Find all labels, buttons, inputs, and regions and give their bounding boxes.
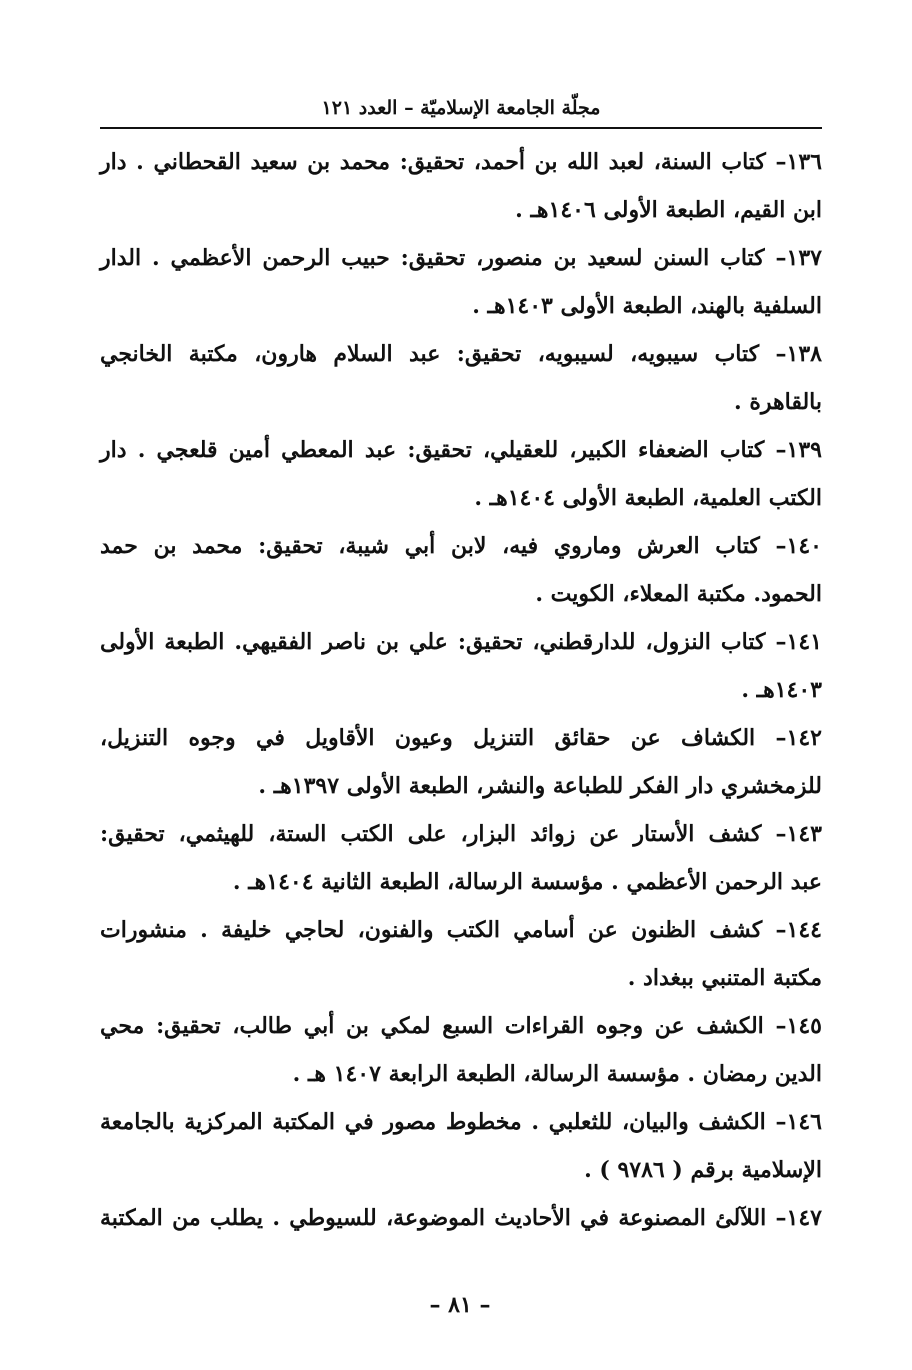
entry-text: كشف الظنون عن أسامي الكتب والفنون، لحاجي خليفة . منشورات xyxy=(100,917,763,943)
header-divider xyxy=(100,127,822,129)
entry-text: كشف الأستار عن زوائد البزار، على الكتب الستة، للهيثمي، تحقيق: xyxy=(100,821,762,847)
page-number: – ٨١ – xyxy=(429,1292,491,1318)
entry-dash: – xyxy=(765,629,787,655)
entry-dash: – xyxy=(764,437,787,463)
entry-first-line xyxy=(100,1196,822,1240)
bibliography-entry-144 xyxy=(100,908,822,1004)
entry-dash: – xyxy=(759,533,787,559)
entry-dash: – xyxy=(764,245,787,271)
journal-header: مجلّة الجامعة الإسلاميّة – العدد ١٢١ xyxy=(321,97,601,119)
entry-text: كتاب سيبويه، لسيبويه، تحقيق: عبد السلام هارون، مكتبة الخانجي xyxy=(100,341,760,367)
bibliography-entry-147 xyxy=(100,1196,822,1292)
entry-number: ١٤٧ xyxy=(786,1205,822,1231)
entry-dash: – xyxy=(765,1109,787,1135)
entry-number: ١٤٢ xyxy=(786,725,822,751)
entry-number: ١٤٠ xyxy=(786,533,822,559)
entry-number: ١٤١ xyxy=(786,629,822,655)
bibliography-list xyxy=(100,140,822,1292)
bibliography-entry-143 xyxy=(100,812,822,908)
bibliography-entry-142 xyxy=(100,716,822,812)
entry-number: ١٤٣ xyxy=(786,821,822,847)
entry-dash: – xyxy=(762,917,787,943)
bibliography-entry-146 xyxy=(100,1100,822,1196)
entry-first-line xyxy=(100,812,822,856)
entry-text: كتاب النزول، للدارقطني، تحقيق: علي بن ناصر الفقيهي. الطبعة الأولى xyxy=(100,629,766,655)
entry-first-line xyxy=(100,524,822,568)
entry-dash: – xyxy=(763,1013,787,1039)
entry-second-line: الحمود. مكتبة المعلاء، الكويت . xyxy=(535,581,822,607)
entry-second-line: مكتبة المتنبي ببغداد . xyxy=(627,965,822,991)
entry-text: الكشف والبيان، للثعلبي . مخطوط مصور في المكتبة المركزية بالجامعة xyxy=(100,1109,766,1135)
entry-first-line xyxy=(100,1100,822,1144)
bibliography-entry-136 xyxy=(100,140,822,236)
entry-first-line xyxy=(100,428,822,472)
entry-first-line xyxy=(100,620,822,664)
bibliography-entry-140 xyxy=(100,524,822,620)
entry-text: الكشف عن وجوه القراءات السبع لمكي بن أبي طالب، تحقيق: محي xyxy=(100,1013,764,1039)
entry-second-line: ١٤٠٣هـ . xyxy=(741,677,822,703)
bibliography-entry-137 xyxy=(100,236,822,332)
entry-dash: – xyxy=(755,725,787,751)
bibliography-entry-145 xyxy=(100,1004,822,1100)
entry-text: كتاب السنة، لعبد الله بن أحمد، تحقيق: محمد بن سعيد القحطاني . دار xyxy=(100,149,766,175)
entry-number: ١٤٤ xyxy=(786,917,822,943)
entry-text: كتاب السنن لسعيد بن منصور، تحقيق: حبيب الرحمن الأعظمي . الدار xyxy=(100,245,765,271)
bibliography-entry-138 xyxy=(100,332,822,428)
entry-text: الكشاف عن حقائق التنزيل وعيون الأقاويل في وجوه التنزيل، xyxy=(100,725,756,751)
entry-second-line: الكتب العلمية، الطبعة الأولى ١٤٠٤هـ . xyxy=(474,485,822,511)
entry-second-line: الإسلامية برقم ( ٩٧٨٦ ) . xyxy=(584,1157,822,1183)
entry-second-line: الدين رمضان . مؤسسة الرسالة، الطبعة الرابعة ١٤٠٧ هـ . xyxy=(292,1061,822,1087)
entry-text: كتاب الضعفاء الكبير، للعقيلي، تحقيق: عبد المعطي أمين قلعجي . دار xyxy=(100,437,765,463)
entry-second-line: عبد الرحمن الأعظمي . مؤسسة الرسالة، الطبعة الثانية ١٤٠٤هـ . xyxy=(232,869,822,895)
entry-number: ١٣٨ xyxy=(786,341,822,367)
entry-number: ١٣٧ xyxy=(786,245,822,271)
entry-number: ١٤٥ xyxy=(786,1013,822,1039)
bibliography-entry-141 xyxy=(100,620,822,716)
entry-second-line: بالقاهرة . xyxy=(734,389,822,415)
entry-first-line xyxy=(100,332,822,376)
entry-first-line xyxy=(100,140,822,184)
entry-first-line xyxy=(100,236,822,280)
entry-dash: – xyxy=(765,149,787,175)
entry-second-line: للزمخشري دار الفكر للطباعة والنشر، الطبعة الأولى ١٣٩٧هـ . xyxy=(258,773,822,799)
entry-first-line xyxy=(100,1004,822,1048)
entry-number: ١٣٩ xyxy=(786,437,822,463)
entry-first-line xyxy=(100,716,822,760)
entry-dash: – xyxy=(761,821,787,847)
entry-first-line xyxy=(100,908,822,952)
entry-number: ١٤٦ xyxy=(786,1109,822,1135)
entry-dash: – xyxy=(766,1205,787,1231)
entry-dash: – xyxy=(759,341,787,367)
bibliography-entry-139 xyxy=(100,428,822,524)
entry-text: كتاب العرش وماروي فيه، لابن أبي شيبة، تحقيق: محمد بن حمد xyxy=(100,533,760,559)
entry-second-line: السلفية بالهند، الطبعة الأولى ١٤٠٣هـ . xyxy=(472,293,822,319)
entry-text: اللآلئ المصنوعة في الأحاديث الموضوعة، للسيوطي . يطلب من المكتبة xyxy=(100,1205,767,1231)
entry-second-line: ابن القيم، الطبعة الأولى ١٤٠٦هـ . xyxy=(515,197,822,223)
entry-number: ١٣٦ xyxy=(786,149,822,175)
